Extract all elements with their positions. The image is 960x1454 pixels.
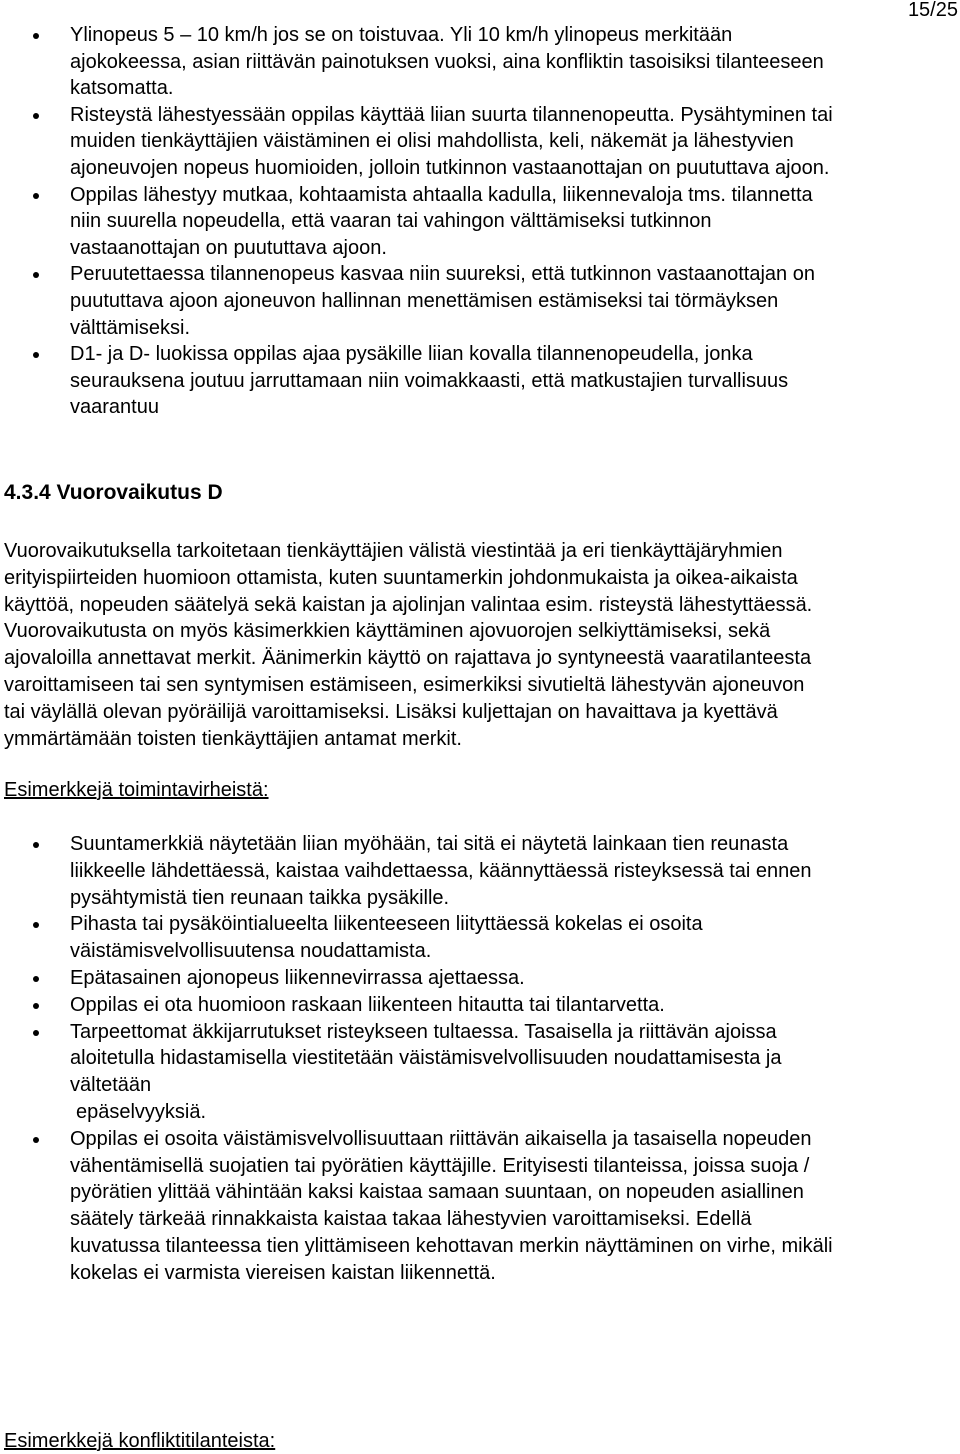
bullet-line: D1- ja D- luokissa oppilas ajaa pysäkille liian kovalla tilannenopeudella, jonka <box>70 343 753 366</box>
bullet-line: Suuntamerkkiä näytetään liian myöhään, tai sitä ei näytetä lainkaan tien reunasta <box>70 833 789 855</box>
bullet-line: Risteystä lähestyessään oppilas käyttää liian suurta tilannenopeutta. Pysähtyminen tai <box>70 103 833 126</box>
bullet-icon <box>33 352 39 358</box>
bullet-line: vältetään <box>70 1074 152 1097</box>
bullet-line: muiden tienkäyttäjien väistäminen ei olisi mahdollista, keli, näkemät ja lähestyvien <box>70 130 794 153</box>
paragraph-line: erityispiirteiden huomioon ottamista, kuten suuntamerkin johdonmukaista ja oikea-aikaista <box>4 566 798 589</box>
bullet-icon <box>33 922 39 928</box>
bullet-line: välttämiseksi. <box>70 316 191 339</box>
bullet-line: niin suurella nopeudella, että vaaran tai vahingon välttämiseksi tutkinnon <box>70 210 712 233</box>
bullet-line: vähentämisellä suojatien tai pyörätien käyttäjille. Erityisesti tilanteissa, joissa suoja / <box>70 1154 810 1177</box>
bullet-icon <box>33 33 39 39</box>
bullet-icon <box>33 842 39 848</box>
bullet-item <box>0 261 960 341</box>
bullet-icon <box>33 1003 39 1009</box>
examples-errors-label: Esimerkkejä toimintavirheistä: <box>4 779 269 801</box>
bullet-line: liikkeelle lähdettäessä, kaistaa vaihdettaessa, käännyttäessä risteyksessä tai ennen <box>70 859 812 882</box>
bullet-item <box>0 831 960 911</box>
bullet-icon <box>33 1137 39 1143</box>
bullet-line: pysähtymistä tien reunaan taikka pysäkille. <box>70 886 450 909</box>
bullet-line: Pihasta tai pysäköintialueelta liikenteeseen liityttäessä kokelas ei osoita <box>70 913 703 936</box>
bullet-line: Epätasainen ajonopeus liikennevirrassa ajettaessa. <box>70 966 525 989</box>
bullet-line: säätely tärkeää rinnakkaista kaistaa takaa lähestyvien varoittamiseksi. Edellä <box>70 1208 752 1231</box>
bullet-line: Oppilas lähestyy mutkaa, kohtaamista ahtaalla kadulla, liikennevaloja tms. tilannetta <box>70 183 813 206</box>
bullet-line: kuvatussa tilanteessa tien ylittämiseen kehottavan merkin näyttäminen on virhe, mikäli <box>70 1234 833 1257</box>
bullet-icon <box>33 272 39 278</box>
paragraph-line: tai väylällä olevan pyöräilijä varoittamiseksi. Lisäksi kuljettajan on havaittava ja kyettävä <box>4 700 778 723</box>
bullet-item <box>0 1019 960 1126</box>
section-paragraph <box>4 538 956 752</box>
bullet-item <box>0 22 960 102</box>
bullet-item <box>0 1126 960 1287</box>
bullet-line: Ylinopeus 5 – 10 km/h jos se on toistuvaa. Yli 10 km/h ylinopeus merkitään <box>70 24 733 46</box>
bullet-line: vaarantuu <box>70 396 159 419</box>
bullet-line: seurauksena joutuu jarruttamaan niin voimakkaasti, että matkustajien turvallisuus <box>70 369 789 392</box>
bullet-item <box>0 965 960 992</box>
paragraph-line: Vuorovaikutuksella tarkoitetaan tienkäyttäjien välistä viestintää ja eri tienkäyttäjäryhmien <box>4 540 783 562</box>
paragraph-line: ymmärtämään toisten tienkäyttäjien antamat merkit. <box>4 727 462 750</box>
bullet-line: Tarpeettomat äkkijarrutukset risteykseen tultaessa. Tasaisella ja riittävän ajoissa <box>70 1020 777 1043</box>
bullet-line: katsomatta. <box>70 77 174 100</box>
paragraph-line: varoittamiseen tai sen syntymisen estämiseen, esimerkiksi sivutieltä lähestyvän ajoneuvon <box>4 673 805 696</box>
bullet-line: aloitetulla hidastamisella viestitetään väistämisvelvollisuuden noudattamisesta ja <box>70 1047 782 1070</box>
bullet-item <box>0 341 960 421</box>
bullet-line: pyörätien ylittää vähintään kaksi kaistaa samaan suuntaan, on nopeuden asiallinen <box>70 1181 804 1204</box>
bullet-item <box>0 182 960 262</box>
bullet-line: ajokokeessa, asian riittävän painotuksen vuoksi, aina konfliktin tasoisiksi tilanteeseen <box>70 50 824 73</box>
operating-errors-list <box>0 831 960 1287</box>
speed-violations-list <box>0 22 960 421</box>
paragraph-line: käyttöä, nopeuden säätelyä sekä kaistan ja ajolinjan valintaa esim. risteystä lähestyttäessä. <box>4 593 813 616</box>
bullet-icon <box>33 976 39 982</box>
page-number: 15/25 <box>907 0 958 21</box>
paragraph-line: ajovaloilla annettavat merkit. Äänimerkin käyttö on rajattava jo syntyneestä vaaratilanteesta <box>4 647 812 670</box>
bullet-line: vastaanottajan on puututtava ajoon. <box>70 236 387 259</box>
bullet-line: Peruutettaessa tilannenopeus kasvaa niin suureksi, että tutkinnon vastaanottajan on <box>70 263 815 286</box>
bullet-icon <box>33 1030 39 1036</box>
bullet-item <box>0 911 960 965</box>
bullet-line: ajoneuvojen nopeus huomioiden, jolloin tutkinnon vastaanottajan on puututtava ajoon. <box>70 156 830 179</box>
bullet-icon <box>33 193 39 199</box>
bullet-icon <box>33 113 39 119</box>
paragraph-line: Vuorovaikutusta on myös käsimerkkien käyttäminen ajovuorojen selkiyttämiseksi, sekä <box>4 620 771 643</box>
bullet-line: puututtava ajoon ajoneuvon hallinnan menettämisen estämiseksi tai törmäyksen <box>70 289 779 312</box>
bullet-line: Oppilas ei ota huomioon raskaan liikenteen hitautta tai tilantarvetta. <box>70 993 665 1016</box>
bullet-line: Oppilas ei osoita väistämisvelvollisuuttaan riittävän aikaisella ja tasaisella nopeuden <box>70 1127 812 1150</box>
examples-conflicts-label: Esimerkkejä konfliktitilanteista: <box>4 1430 276 1452</box>
bullet-line: kokelas ei varmista viereisen kaistan liikennettä. <box>70 1261 496 1284</box>
bullet-item <box>0 992 960 1019</box>
bullet-line: epäselvyyksiä. <box>76 1100 207 1123</box>
bullet-line: väistämisvelvollisuutensa noudattamista. <box>70 940 432 963</box>
section-heading: 4.3.4 Vuorovaikutus D <box>4 481 223 504</box>
bullet-item <box>0 102 960 182</box>
